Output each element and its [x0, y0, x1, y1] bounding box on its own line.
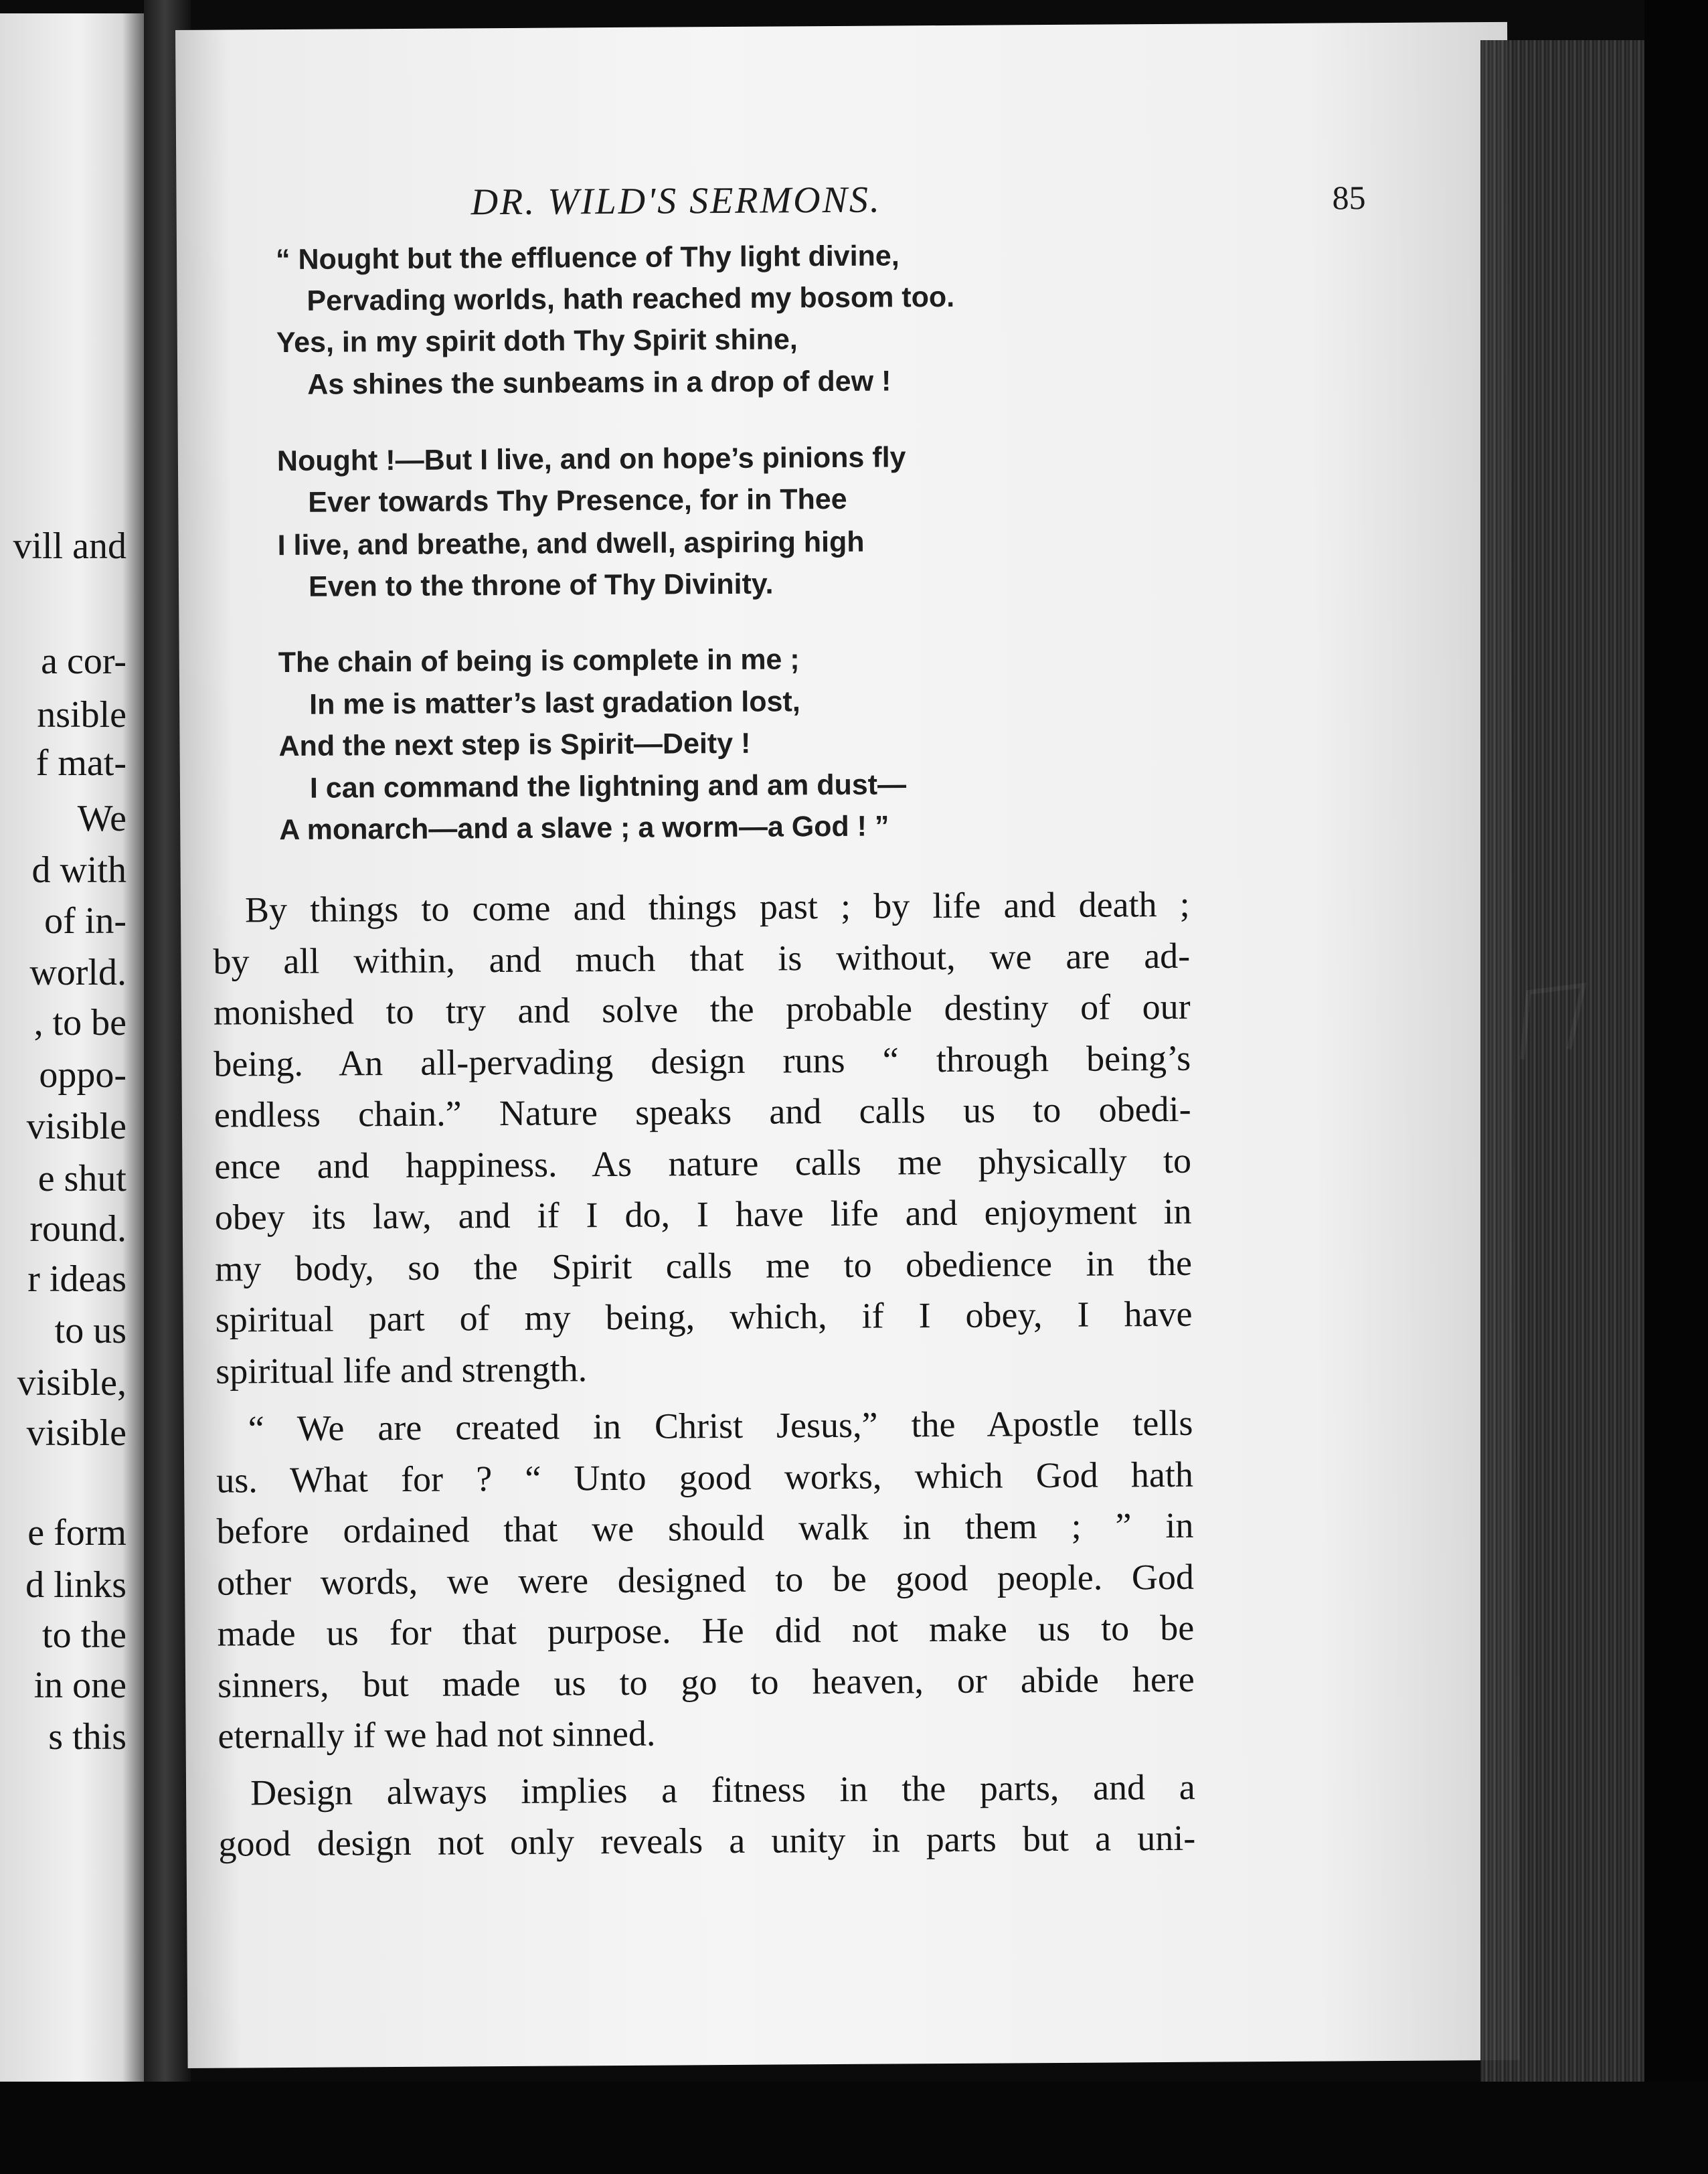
poem-line: I live, and breathe, and dwell, aspiring high — [277, 525, 865, 562]
poem-line: A monarch—and a slave ; a worm—a God ! ” — [279, 810, 889, 847]
left-page-fragment: We — [77, 798, 126, 839]
poem-line: As shines the sunbeams in a drop of dew ! — [307, 365, 891, 401]
body-line: made us for that purpose. He did not make us to be — [217, 1607, 1195, 1654]
running-head: DR. WILD'S SERMONS. — [471, 179, 882, 224]
left-page-fragment: to the — [42, 1614, 126, 1656]
left-page-fragment: to us — [54, 1310, 126, 1351]
body-line: “ We are created in Christ Jesus,” the Apostle tells — [248, 1402, 1193, 1449]
body-line: Design always implies a fitness in the parts, and a — [250, 1766, 1195, 1813]
page-edges — [1480, 40, 1644, 2082]
poem-line: Yes, in my spirit doth Thy Spirit shine, — [276, 323, 798, 359]
body-line: ence and happiness. As nature calls me physically to — [214, 1140, 1192, 1187]
poem-line: Ever towards Thy Presence, for in Thee — [308, 483, 847, 519]
left-page-fragment: in one — [33, 1665, 126, 1706]
left-page-fragment: nsible — [37, 694, 126, 736]
body-line: By things to come and things past ; by life and death ; — [244, 884, 1190, 930]
body-line: my body, so the Spirit calls me to obedience in the — [215, 1242, 1193, 1289]
left-page-fragment: , to be — [33, 1002, 126, 1043]
poem-line: “ Nought but the effluence of Thy light divine, — [275, 240, 900, 276]
body-line: being. An all-pervading design runs “ through being’s — [214, 1037, 1191, 1084]
poem-line: And the next step is Spirit—Deity ! — [278, 727, 751, 763]
left-page-fragment: visible — [26, 1106, 126, 1147]
left-page-fragment: s this — [48, 1716, 126, 1758]
main-page — [175, 22, 1520, 2068]
left-page-fragment: visible, — [17, 1362, 126, 1404]
body-line: sinners, but made us to go to heaven, or abide here — [217, 1659, 1195, 1705]
left-page-fragment: d links — [25, 1564, 126, 1606]
left-page-fragment: d with — [31, 849, 126, 891]
background-bottom — [0, 2082, 1708, 2174]
poem-line: Pervading worlds, hath reached my bosom too. — [307, 280, 955, 317]
body-line: spiritual life and strength. — [216, 1348, 588, 1392]
left-page-fragment: r ideas — [27, 1258, 126, 1300]
poem-line: The chain of being is complete in me ; — [278, 643, 800, 679]
body-line: endless chain.” Nature speaks and calls us to obedi- — [214, 1088, 1191, 1135]
left-page-fragment: round. — [29, 1208, 126, 1250]
poem-line: In me is matter’s last gradation lost, — [309, 685, 800, 721]
body-line: other words, we were designed to be good people. God — [216, 1556, 1195, 1603]
body-line: before ordained that we should walk in them ; ” in — [216, 1505, 1194, 1552]
poem-line: Nought !—But I live, and on hope’s pinions fly — [276, 441, 906, 478]
body-line: obey its law, and if I do, I have life and enjoyment in — [214, 1191, 1192, 1238]
left-page-fragment: vill and — [13, 525, 126, 567]
left-page-fragment: e form — [27, 1512, 126, 1554]
left-page-fragment: visible — [26, 1412, 126, 1454]
left-page-fragment: world. — [29, 952, 126, 993]
body-line: monished to try and solve the probable destiny of our — [213, 986, 1191, 1033]
page-number: 85 — [1332, 179, 1366, 217]
background-right — [1644, 0, 1708, 2174]
left-page-fragment: a cor- — [41, 641, 126, 682]
poem-line: Even to the throne of Thy Divinity. — [308, 568, 774, 603]
body-line: good design not only reveals a unity in parts but a uni- — [218, 1817, 1196, 1864]
body-line: us. What for ? “ Unto good works, which God hath — [216, 1454, 1194, 1501]
body-line: by all within, and much that is without, we are ad- — [213, 935, 1191, 982]
body-line: spiritual part of my being, which, if I obey, I have — [215, 1293, 1193, 1340]
poem-line: I can command the lightning and am dust— — [309, 768, 907, 805]
left-page-fragment: of in- — [44, 900, 126, 942]
left-page-fragment: oppo- — [39, 1054, 126, 1096]
left-facing-page — [0, 13, 144, 2082]
left-page-fragment: e shut — [37, 1158, 126, 1199]
body-line: eternally if we had not sinned. — [218, 1713, 656, 1756]
left-page-fragment: f mat- — [35, 742, 126, 784]
